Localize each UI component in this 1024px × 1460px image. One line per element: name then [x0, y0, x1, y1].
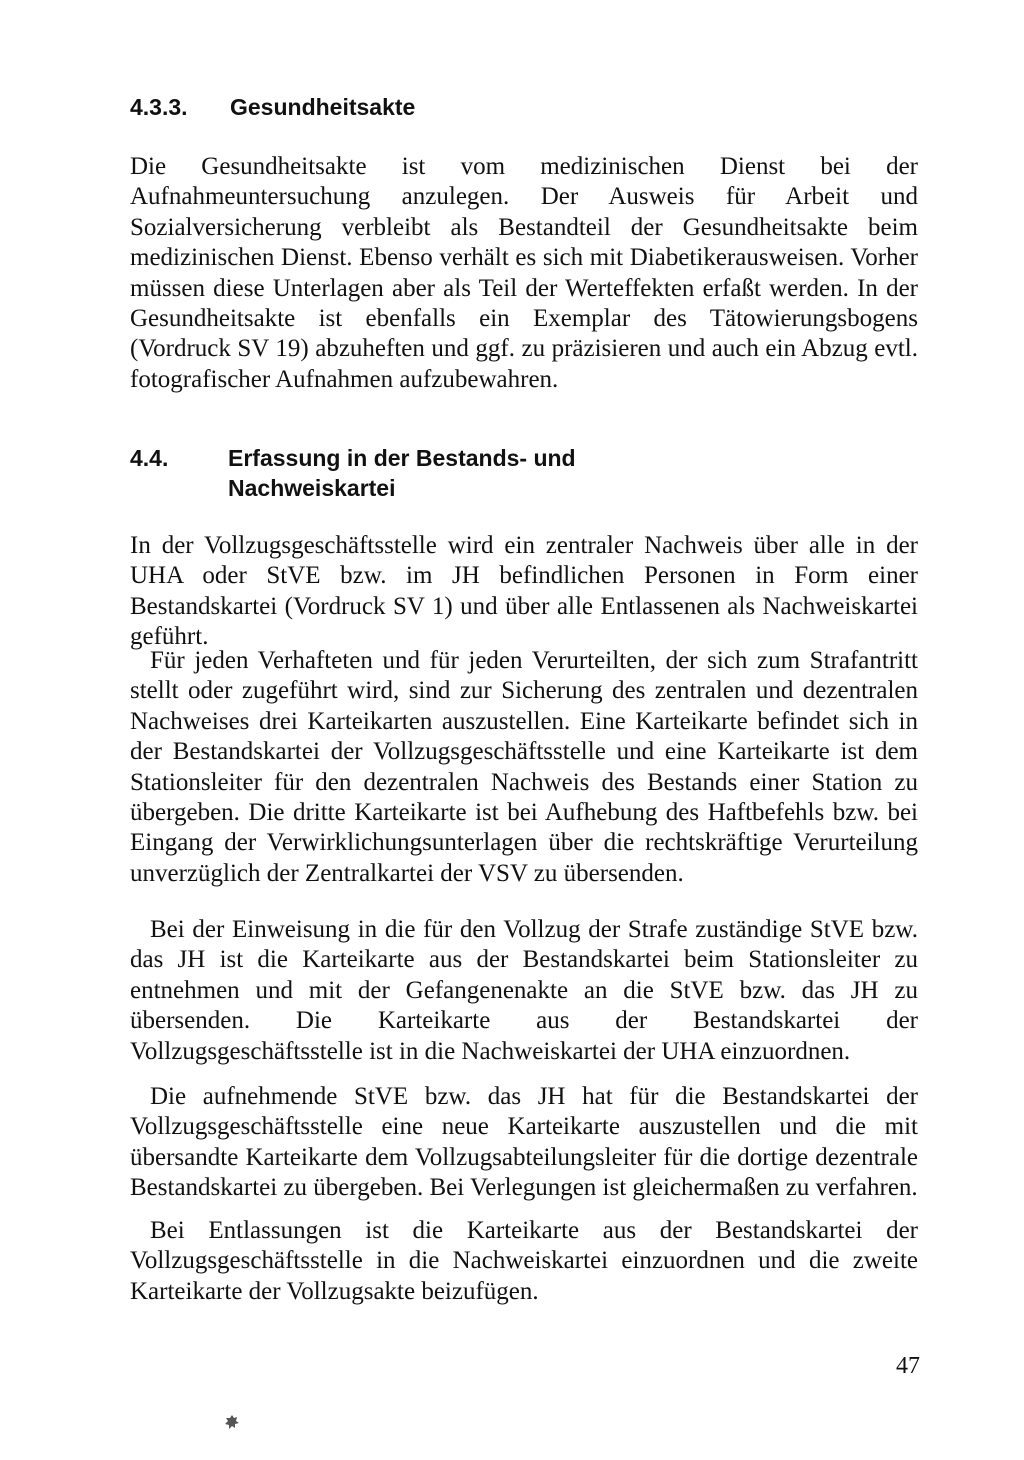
paragraph-karteikarten: Für jeden Verhafteten und für jeden Verurteilten, der sich zum Strafantritt stellt oder zugeführt wird, sind zur Sicherung des zentralen und dezentralen Nachweises drei Karteikarten auszustellen. Eine Karteikarte befindet sich in der Bestandskartei der Vollzugsgeschäftsstelle und eine Karteikarte ist dem Stationsleiter für den dezentralen Nachweis des Bestands einer Station zu übergeben. Die dritte Karteikarte ist bei Aufhebung des Haftbefehls bzw. bei Eingang der Verwirklichungsunterlagen über die rechtskräftige Verurteilung unverzüglich der Zentralkartei der VSV zu übersenden.	[130, 647, 918, 887]
paragraph-gesundheitsakte: Die Gesundheitsakte ist vom medizinischen Dienst bei der Aufnahmeuntersuchung anzulegen. Der Ausweis für Arbeit und Sozialversicherung verbleibt als Bestandteil der Gesundheitsakte beim medizinischen Dienst. Ebenso verhält es sich mit Diabetikerausweisen. Vorher müssen diese Unterlagen aber als Teil der Werteffekten erfaßt werden. In der Gesundheitsakte ist ebenfalls ein Exemplar des Tätowierungsbogens (Vordruck SV 19) abzuheften und ggf. zu präzisieren und auch ein Abzug evtl. fotografischer Aufnahmen aufzubewahren.	[130, 153, 918, 393]
paragraph-aufnehmende-stve: Die aufnehmende StVE bzw. das JH hat für die Bestandskartei der Vollzugsgeschäftsstelle eine neue Karteikarte auszustellen und die mit übersandte Karteikarte dem Vollzugsabteilungsleiter für die dortige dezentrale Bestandskartei zu übergeben. Bei Verlegungen ist gleichermaßen zu verfahren.	[130, 1083, 918, 1202]
section-heading-4-3-3	[130, 92, 670, 124]
paragraph-einweisung: Bei der Einweisung in die für den Vollzug der Strafe zuständige StVE bzw. das JH ist die Karteikarte aus der Bestandskartei beim Stationsleiter zu entnehmen und mit der Gefangenenakte an die StVE bzw. das JH zu übersenden. Die Karteikarte aus der Bestandskartei der Vollzugsgeschäftsstelle ist in die Nachweiskartei der UHA einzuordnen.	[130, 916, 918, 1065]
ink-blot-icon	[224, 1414, 240, 1430]
paragraph-nachweis-intro: In der Vollzugsgeschäftsstelle wird ein zentraler Nachweis über alle in der UHA oder StVE bzw. im JH befindlichen Personen in Form einer Bestandskartei (Vordruck SV 1) und über alle Entlassenen als Nachweiskartei geführt.	[130, 532, 918, 651]
page-number: 47	[896, 1353, 920, 1379]
section-number: 4.4.	[130, 445, 169, 471]
section-heading-4-4	[130, 443, 670, 507]
section-title: Erfassung in der Bestands- und Nachweiskartei	[228, 445, 576, 501]
section-number: 4.3.3.	[130, 94, 188, 120]
section-title: Gesundheitsakte	[230, 94, 416, 120]
paragraph-entlassungen: Bei Entlassungen ist die Karteikarte aus der Bestandskartei der Vollzugsgeschäftsstelle in die Nachweiskartei einzuordnen und die zweite Karteikarte der Vollzugsakte beizufügen.	[130, 1217, 918, 1305]
